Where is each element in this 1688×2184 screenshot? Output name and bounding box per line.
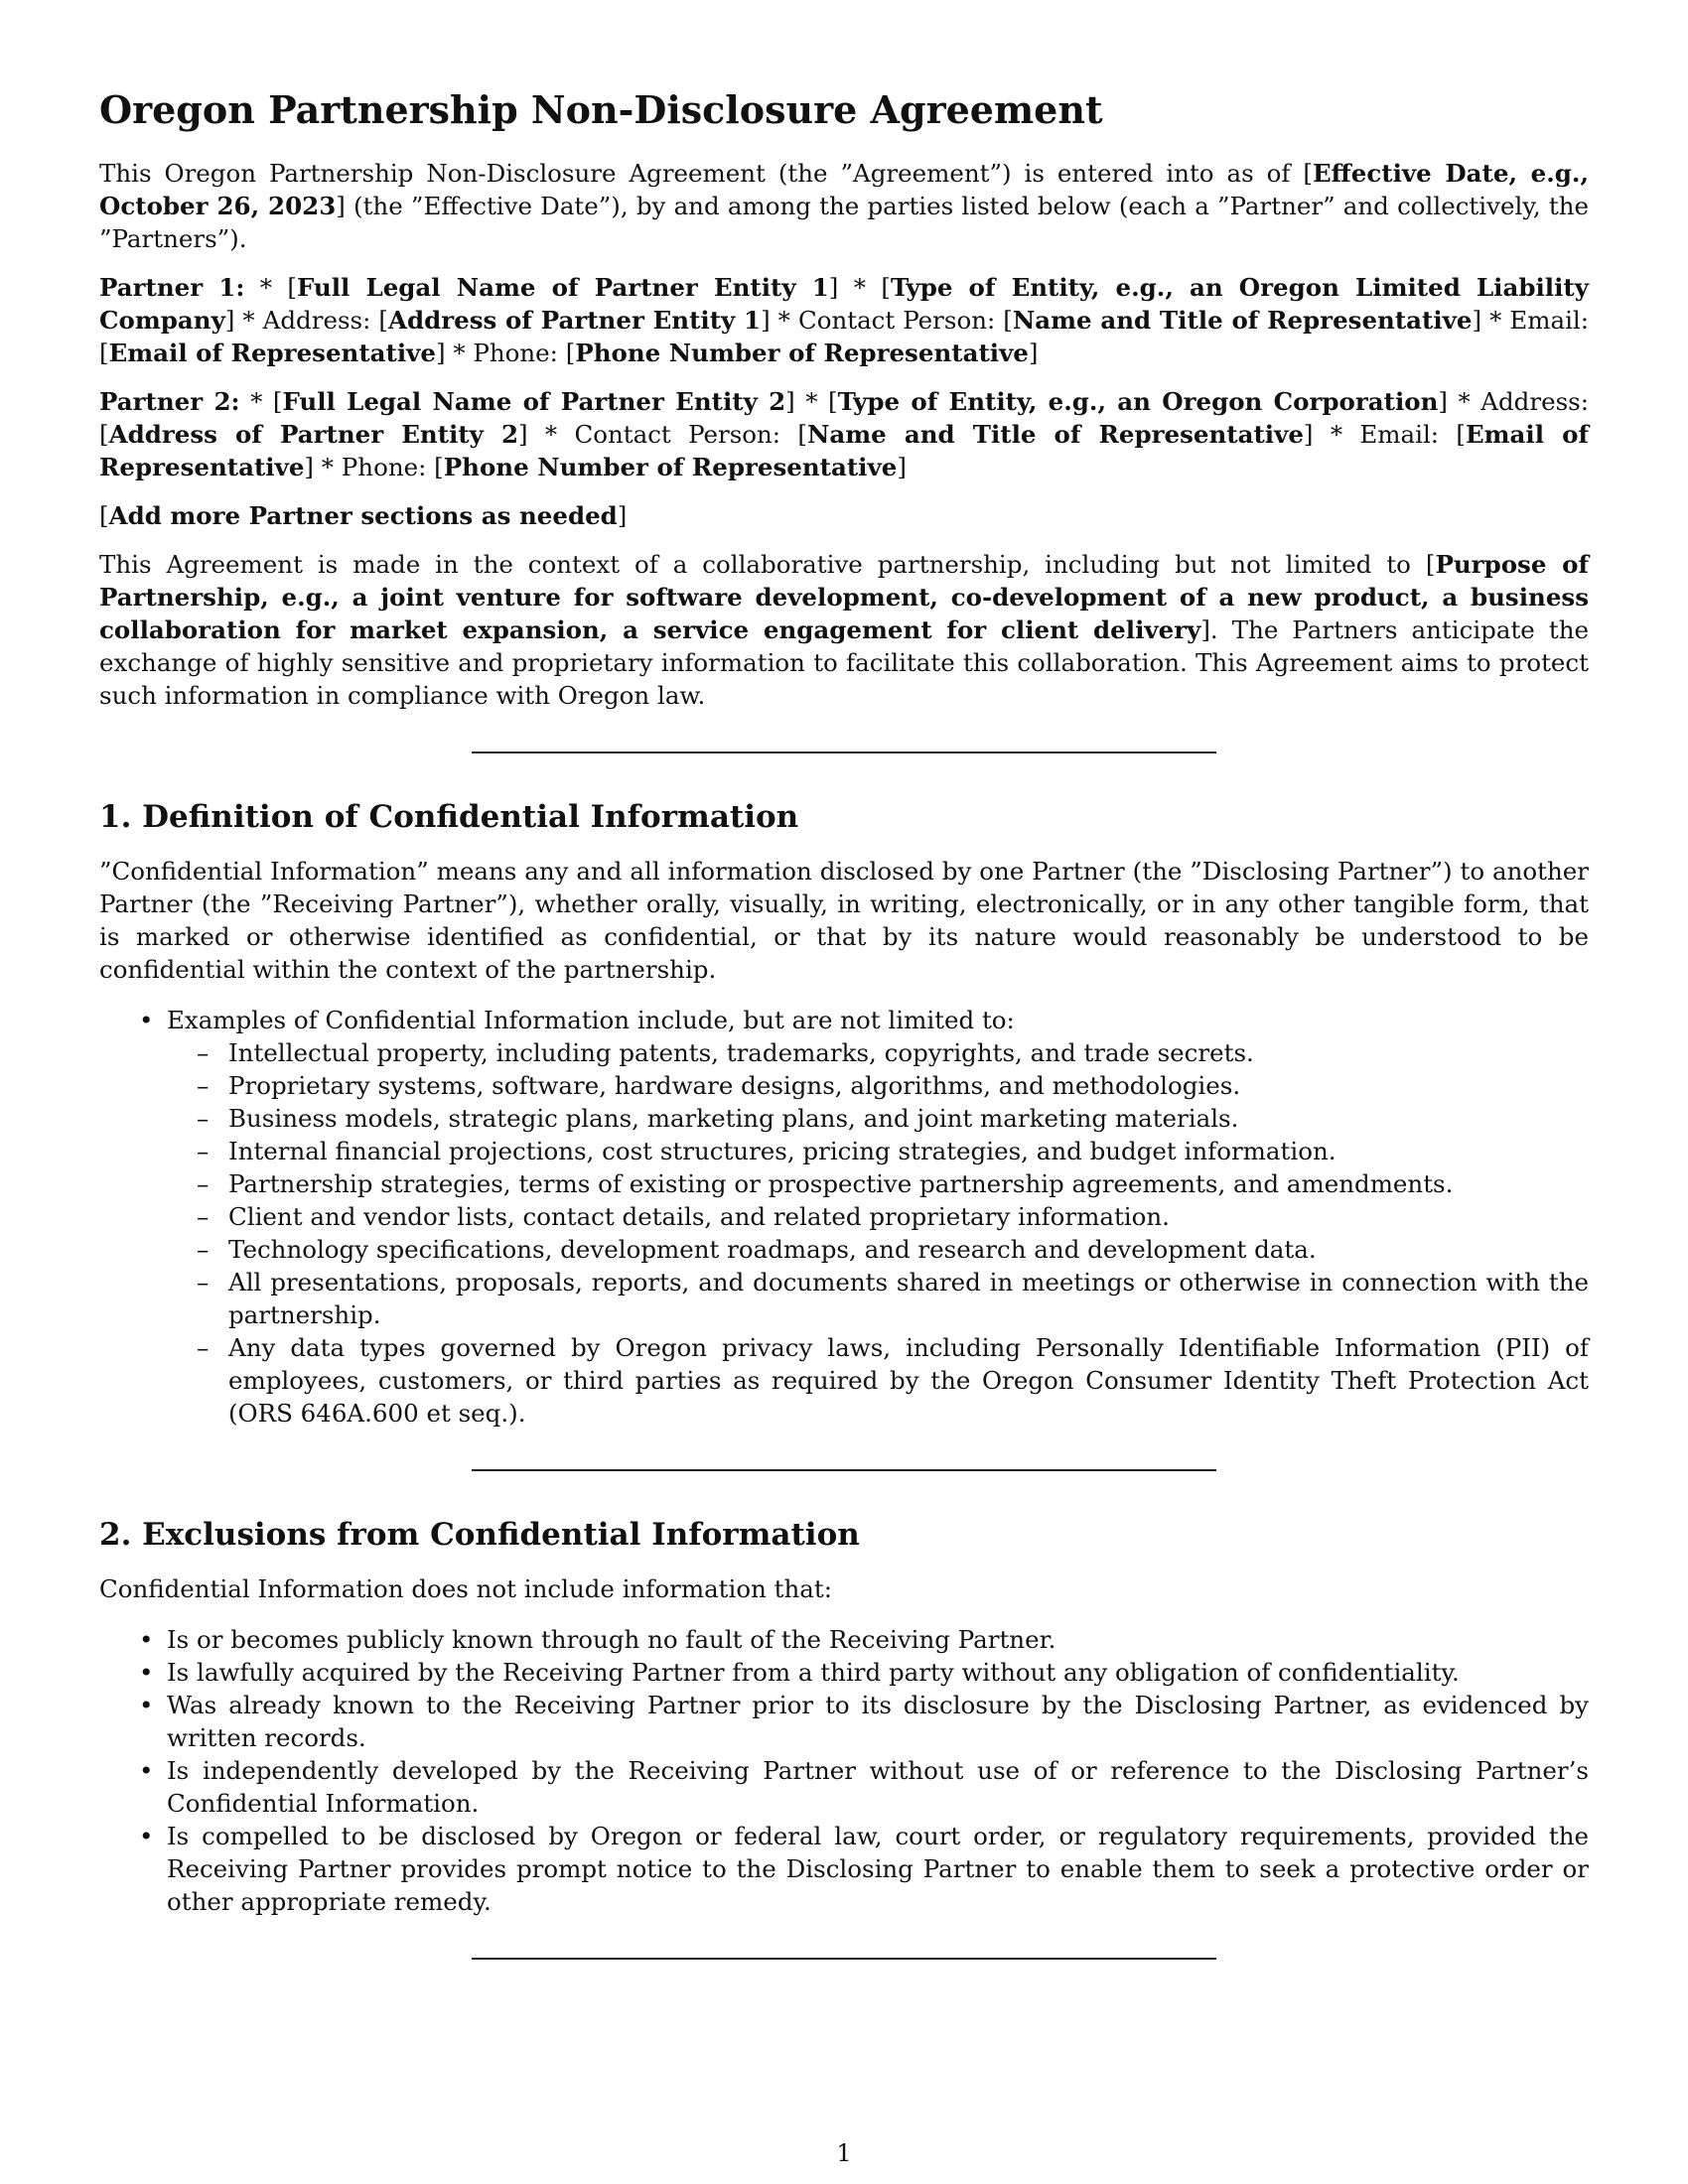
list-item: – Proprietary systems, software, hardware designs, algorithms, and methodologies. xyxy=(167,1069,1589,1102)
partner-2-block: Partner 2: * [Full Legal Name of Partner Entity 2] * [Type of Entity, e.g., an Oregon Corporation] * Address: [Address of Partner Entity 2] * Contact Person: [Name and Title of Representative] * Email: [Email of Representative] * Phone: [Phone Number of Representative] xyxy=(99,387,1589,481)
list-item: – All presentations, proposals, reports, and documents shared in meetings or otherwise in connection with the partnership. xyxy=(167,1266,1589,1331)
partner-1-contact-placeholder: Name and Title of Representative xyxy=(1012,306,1473,335)
partner-2-label: Partner 2: xyxy=(99,387,240,416)
list-item: • Is lawfully acquired by the Receiving Partner from a third party without any obligation of confidentiality. xyxy=(99,1656,1589,1689)
list-item: – Partnership strategies, terms of existing or prospective partnership agreements, and amendments. xyxy=(167,1167,1589,1200)
section-divider xyxy=(472,751,1216,753)
context-paragraph: This Agreement is made in the context of a collaborative partnership, including but not limited to [Purpose of Partnership, e.g., a joint venture for software development, co-development of a new product, a business collaboration for market expansion, a service engagement for client delivery]. The Partners anticipate the exchange of highly sensitive and proprietary information to facilitate this collaboration. This Agreement aims to protect such information in compliance with Oregon law. xyxy=(99,550,1589,710)
list-item: • Is or becomes publicly known through no fault of the Receiving Partner. xyxy=(99,1623,1589,1656)
intro-paragraph: This Oregon Partnership Non-Disclosure Agreement (the ”Agreement”) is entered into as of [Effective Date, e.g., October 26, 2023] (the ”Effective Date”), by and among the parties listed below (each a ”Partner” and collectively, the ”Partners”). xyxy=(99,159,1589,253)
list-item: – Technology specifications, development roadmaps, and research and development data. xyxy=(167,1233,1589,1266)
list-item: – Business models, strategic plans, marketing plans, and joint marketing materials. xyxy=(167,1102,1589,1135)
partner-1-name-placeholder: Full Legal Name of Partner Entity 1 xyxy=(296,273,829,302)
section-1-definition: ”Confidential Information” means any and all information disclosed by one Partner (the ”Disclosing Partner”) to another Partner (the ”Receiving Partner”), whether orally, visually, in writing, electronically, or in any other tangible form, that is marked or otherwise identified as confidential, or that by its nature would reasonably be understood to be confidential within the context of the partnership. xyxy=(99,857,1589,984)
section-2-heading: 2. Exclusions from Confidential Information xyxy=(99,1517,860,1553)
partner-1-type-placeholder: Type of Entity, e.g., an Oregon Limited Liability Company xyxy=(99,273,1589,335)
list-item: • Is independently developed by the Receiving Partner without use of or reference to the Disclosing Partner’s Confidential Information. xyxy=(99,1754,1589,1820)
partner-1-address-placeholder: Address of Partner Entity 1 xyxy=(387,306,762,335)
list-item: – Internal financial projections, cost structures, pricing strategies, and budget information. xyxy=(167,1135,1589,1167)
list-item: • Was already known to the Receiving Partner prior to its disclosure by the Disclosing Partner, as evidenced by written records. xyxy=(99,1689,1589,1754)
list-item: • Examples of Confidential Information include, but are not limited to: – Intellectual property, including patents, trademarks, copyrights, and trade secrets. – Proprietary systems, software, hardware designs, algorithms, and methodologies. – Business models, strategic plans, marketing plans, and joint marketing materials. – Internal financial projections, cost structures, pricing strategies, and budget information. – Partnership strategies, terms of existing or prospective partnership agreements, and amendments. – Client and vendor lists, contact details, and related proprietary information. – Technology specifications, development roadmaps, and research and development data. – All presentations, proposals, reports, and documents shared in meetings or otherwise in connection with the partnership. – Any data types governed by Oregon privacy laws, including Personally Identifiable Information (PII) of employees, customers, or third parties as required by the Oregon Consumer Identity Theft Protection Act (ORS 646A.600 et seq.). xyxy=(99,1004,1589,1430)
partner-2-type-placeholder: Type of Entity, e.g., an Oregon Corporation xyxy=(837,387,1439,416)
section-1-heading: 1. Definition of Confidential Information xyxy=(99,799,799,835)
section-1-list xyxy=(99,1004,1589,1430)
page-number: 1 xyxy=(836,2139,852,2167)
partner-1-email-placeholder: Email of Representative xyxy=(108,339,436,367)
partner-2-email-placeholder: Email of Representative xyxy=(99,420,1589,481)
list-item: – Intellectual property, including patents, trademarks, copyrights, and trade secrets. xyxy=(167,1036,1589,1069)
partner-1-label: Partner 1: xyxy=(99,273,245,302)
partner-2-address-placeholder: Address of Partner Entity 2 xyxy=(108,420,518,449)
partner-2-name-placeholder: Full Legal Name of Partner Entity 2 xyxy=(282,387,786,416)
section-2-intro: Confidential Information does not include information that: xyxy=(99,1574,833,1603)
add-more-partners-note: [Add more Partner sections as needed] xyxy=(99,501,628,530)
effective-date-placeholder: Effective Date, e.g., October 26, 2023 xyxy=(99,159,1589,220)
list-item: – Any data types governed by Oregon privacy laws, including Personally Identifiable Information (PII) of employees, customers, or third parties as required by the Oregon Consumer Identity Theft Protection Act (ORS 646A.600 et seq.). xyxy=(167,1331,1589,1430)
examples-sublist xyxy=(167,1036,1589,1430)
section-2-list xyxy=(99,1623,1589,1918)
section-divider xyxy=(472,1469,1216,1471)
partner-2-contact-placeholder: Name and Title of Representative xyxy=(806,420,1304,449)
partner-2-phone-placeholder: Phone Number of Representative xyxy=(443,453,898,481)
section-divider xyxy=(472,1958,1216,1960)
purpose-placeholder: Purpose of Partnership, e.g., a joint venture for software development, co-development of a new product, a business collaboration for market expansion, a service engagement for client delivery xyxy=(99,550,1589,644)
document-title: Oregon Partnership Non-Disclosure Agreement xyxy=(99,87,1103,132)
list-item: – Client and vendor lists, contact details, and related proprietary information. xyxy=(167,1200,1589,1233)
list-item: • Is compelled to be disclosed by Oregon or federal law, court order, or regulatory requirements, provided the Receiving Partner provides prompt notice to the Disclosing Partner to enable them to seek a protective order or other appropriate remedy. xyxy=(99,1820,1589,1918)
document-page xyxy=(99,87,1589,2003)
partner-1-block: Partner 1: * [Full Legal Name of Partner Entity 1] * [Type of Entity, e.g., an Oregon Limited Liability Company] * Address: [Address of Partner Entity 1] * Contact Person: [Name and Title of Representative] * Email: [Email of Representative] * Phone: [Phone Number of Representative] xyxy=(99,273,1589,367)
partner-1-phone-placeholder: Phone Number of Representative xyxy=(575,339,1029,367)
